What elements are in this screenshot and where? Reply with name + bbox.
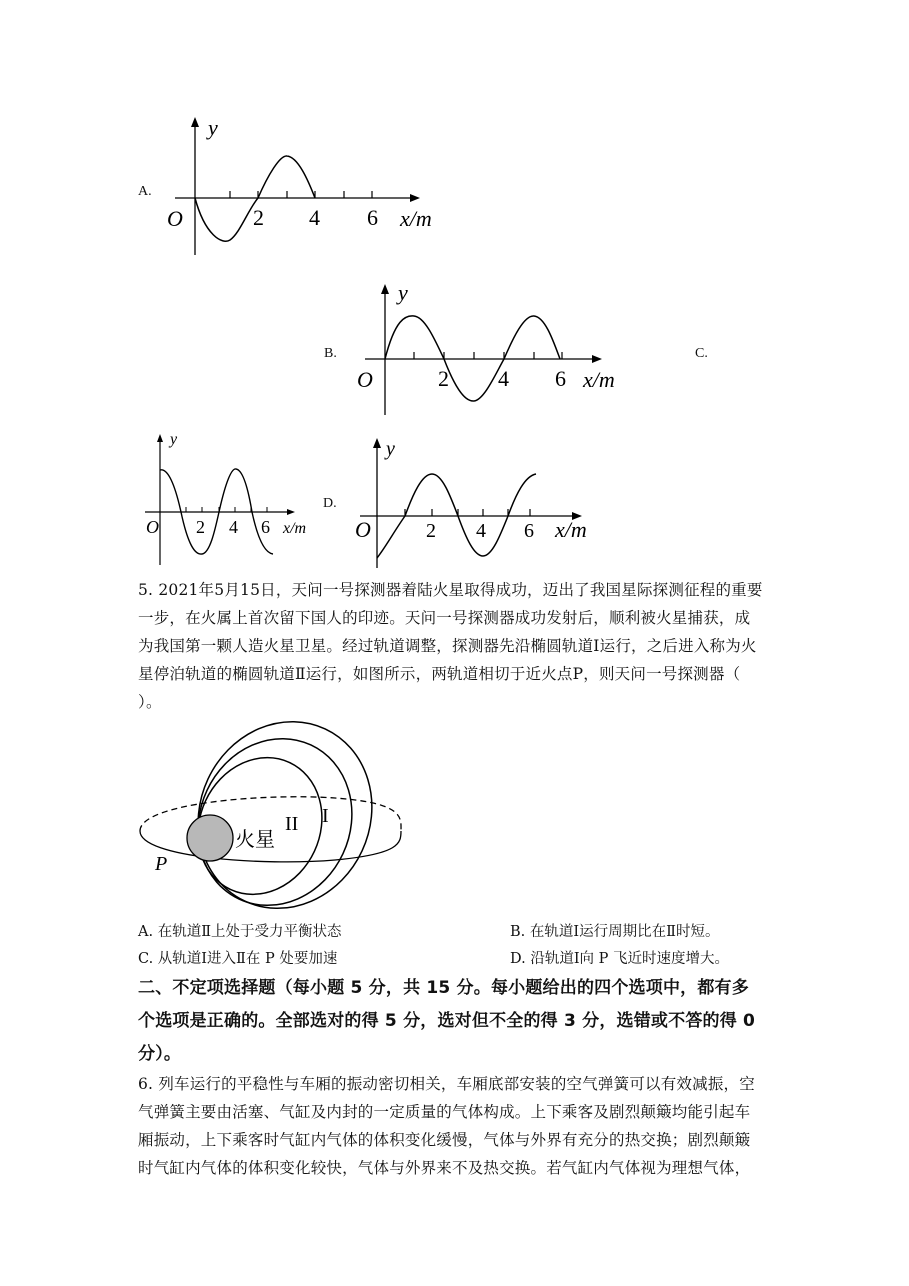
option-b-label: B. [324, 346, 337, 361]
origin-label: O [167, 206, 183, 231]
option-c-label: C. [695, 346, 708, 361]
x-axis-label: x/m [555, 517, 587, 542]
mars-planet [187, 815, 233, 861]
text-line: 气弹簧主要由活塞、气缸及内封的一定质量的气体构成。上下乘客及剧烈颠簸均能引起车 [138, 1103, 751, 1121]
y-axis-label: y [208, 115, 218, 140]
tick-label: 2 [253, 205, 264, 230]
origin-label: O [357, 367, 373, 392]
x-axis-label: x/m [583, 367, 615, 392]
text-line: 时气缸内气体的体积变化较快，气体与外界来不及热交换。若气缸内气体视为理想气体， [138, 1159, 751, 1177]
orbit-1-label: I [322, 805, 329, 827]
origin-label: O [146, 517, 159, 537]
text-line: 分）。 [138, 1044, 182, 1064]
tick-label: 6 [261, 517, 270, 537]
tick-label: 6 [524, 520, 534, 542]
q5-option-b: B. 在轨道Ⅰ运行周期比在Ⅱ时短。 [510, 924, 720, 940]
tick-label: 6 [555, 366, 566, 391]
text-line: 个选项是正确的。全部选对的得 5 分，选对但不全的得 3 分，选错或不答的得 0 [138, 1011, 756, 1031]
text-line: ）。 [138, 693, 162, 711]
x-axis-label: x/m [400, 206, 432, 231]
text-line: 6. 列车运行的平稳性与车厢的振动密切相关，车厢底部安装的空气弹簧可以有效减振，空 [138, 1075, 755, 1093]
point-p-label: P [155, 853, 168, 875]
mars-label: 火星 [235, 829, 275, 851]
tick-label: 6 [367, 205, 378, 230]
orbit-2-label: II [285, 813, 299, 835]
y-axis-label: y [398, 280, 408, 305]
q5-option-d: D. 沿轨道Ⅰ向 P 飞近时速度增大。 [510, 951, 730, 967]
question-5-text [138, 576, 778, 716]
text-line: 厢振动，上下乘客时气缸内气体的体积变化缓慢，气体与外界有充分的热交换；剧烈颠簸 [138, 1131, 751, 1149]
text-line: 为我国第一颗人造火星卫星。经过轨道调整，探测器先沿椭圆轨道Ⅰ运行，之后进入称为火 [138, 637, 757, 655]
tick-label: 4 [309, 205, 320, 230]
option-d-label: D. [323, 496, 337, 511]
q5-option-a: A. 在轨道Ⅱ上处于受力平衡状态 [138, 924, 342, 940]
tick-label: 2 [426, 520, 436, 542]
tick-label: 4 [229, 517, 238, 537]
y-axis-label: y [170, 431, 178, 448]
x-axis-label: x/m [283, 520, 307, 537]
tick-label: 2 [196, 517, 205, 537]
text-line: 5. 2021年5月15日，天问一号探测器着陆火星取得成功，迈出了我国星际探测征程的重要 [138, 581, 763, 599]
tick-label: 4 [476, 520, 486, 542]
graph-d [350, 430, 620, 570]
tick-label: 2 [438, 366, 449, 391]
text-line: 二、不定项选择题（每小题 5 分，共 15 分。每小题给出的四个选项中，都有多 [138, 978, 749, 998]
graph-b [350, 280, 640, 420]
q5-option-c: C. 从轨道Ⅰ进入Ⅱ在 P 处要加速 [138, 951, 338, 967]
tick-label: 4 [498, 366, 509, 391]
option-a-label: A. [138, 184, 152, 199]
text-line: 星停泊轨道的椭圆轨道Ⅱ运行，如图所示，两轨道相切于近火点P，则天问一号探测器（ [138, 665, 741, 683]
graph-c [140, 430, 320, 570]
section-2-heading [138, 972, 788, 1071]
y-axis-label: y [386, 438, 395, 460]
question-6-text [138, 1070, 778, 1182]
mars-orbit-figure [135, 718, 415, 918]
origin-label: O [355, 517, 371, 542]
graph-a [160, 115, 450, 265]
text-line: 一步，在火属上首次留下国人的印迹。天问一号探测器成功发射后，顺利被火星捕获，成 [138, 609, 751, 627]
